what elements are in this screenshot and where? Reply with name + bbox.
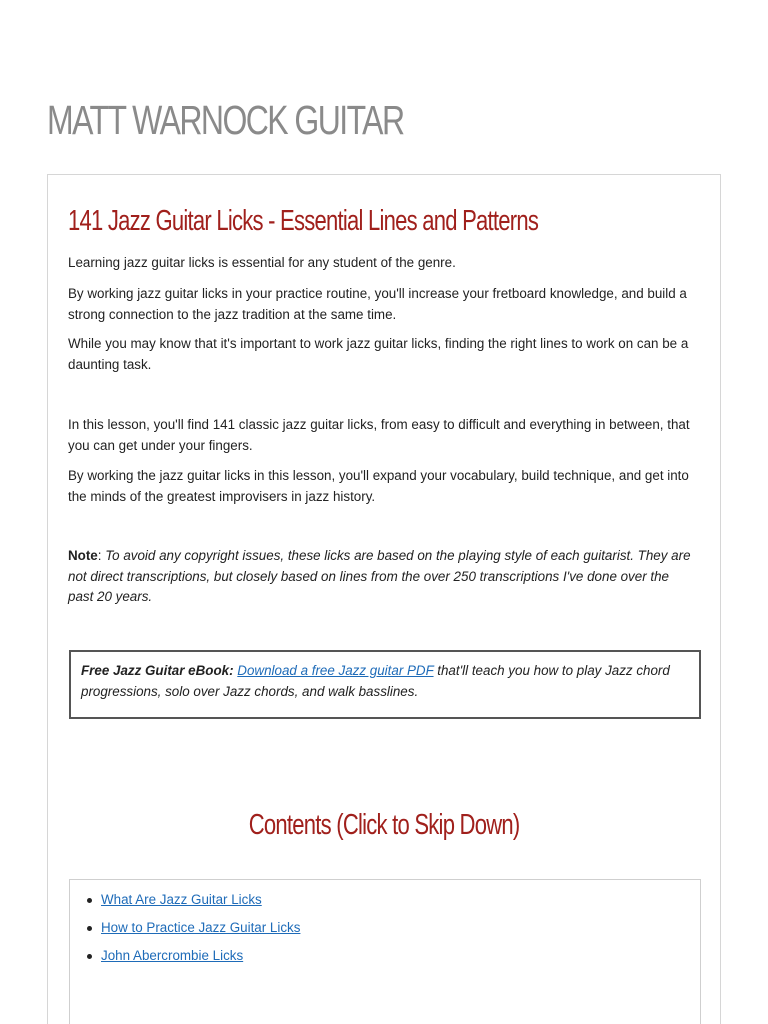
toc-link-john-abercrombie-licks[interactable]: John Abercrombie Licks [101,948,244,963]
note-text: To avoid any copyright issues, these licks are based on the playing style of each guitarist. They are not direct transcriptions, but closely based on lines from the over 250 transcriptions I've done over the past 20 years. [68,548,691,604]
article-title: 141 Jazz Guitar Licks - Essential Lines and Patterns [68,205,539,237]
toc-item [84,890,300,918]
ebook-description: that'll teach you how to play Jazz chord progressions, solo over Jazz chords, and walk basslines. [81,663,670,699]
note-separator: : [97,548,102,563]
toc-item [84,946,300,974]
bullet-icon [87,954,92,959]
toc-link-what-are-jazz-guitar-licks[interactable]: What Are Jazz Guitar Licks [101,892,262,907]
ebook-label: Free Jazz Guitar eBook: [81,663,234,678]
toc-list [84,890,300,974]
toc-item [84,918,300,946]
contents-heading [48,805,720,845]
intro-paragraph-4: In this lesson, you'll find 141 classic jazz guitar licks, from easy to difficult and everything in between, that you can get under your fingers. [68,417,690,453]
ebook-download-link[interactable]: Download a free Jazz guitar PDF [237,663,434,678]
intro-paragraph-1: Learning jazz guitar licks is essential for any student of the genre. [68,255,456,270]
table-of-contents [69,879,701,1024]
intro-paragraph-2: By working jazz guitar licks in your practice routine, you'll increase your fretboard knowledge, and build a strong connection to the jazz tradition at the same time. [68,286,687,322]
note-label: Note [68,548,98,563]
intro-paragraph-3: While you may know that it's important to work jazz guitar licks, finding the right lines to work on can be a daunting task. [68,336,689,372]
bullet-icon [87,926,92,931]
bullet-icon [87,898,92,903]
copyright-note [68,546,698,608]
ebook-callout [69,650,701,719]
contents-heading-text: Contents (Click to Skip Down) [248,809,520,841]
site-title[interactable]: MATT WARNOCK GUITAR [47,97,404,143]
intro-paragraph-5: By working the jazz guitar licks in this lesson, you'll expand your vocabulary, build technique, and get into the minds of the greatest improvisers in jazz history. [68,468,689,504]
article-card [47,174,721,1024]
toc-link-how-to-practice[interactable]: How to Practice Jazz Guitar Licks [101,920,301,935]
